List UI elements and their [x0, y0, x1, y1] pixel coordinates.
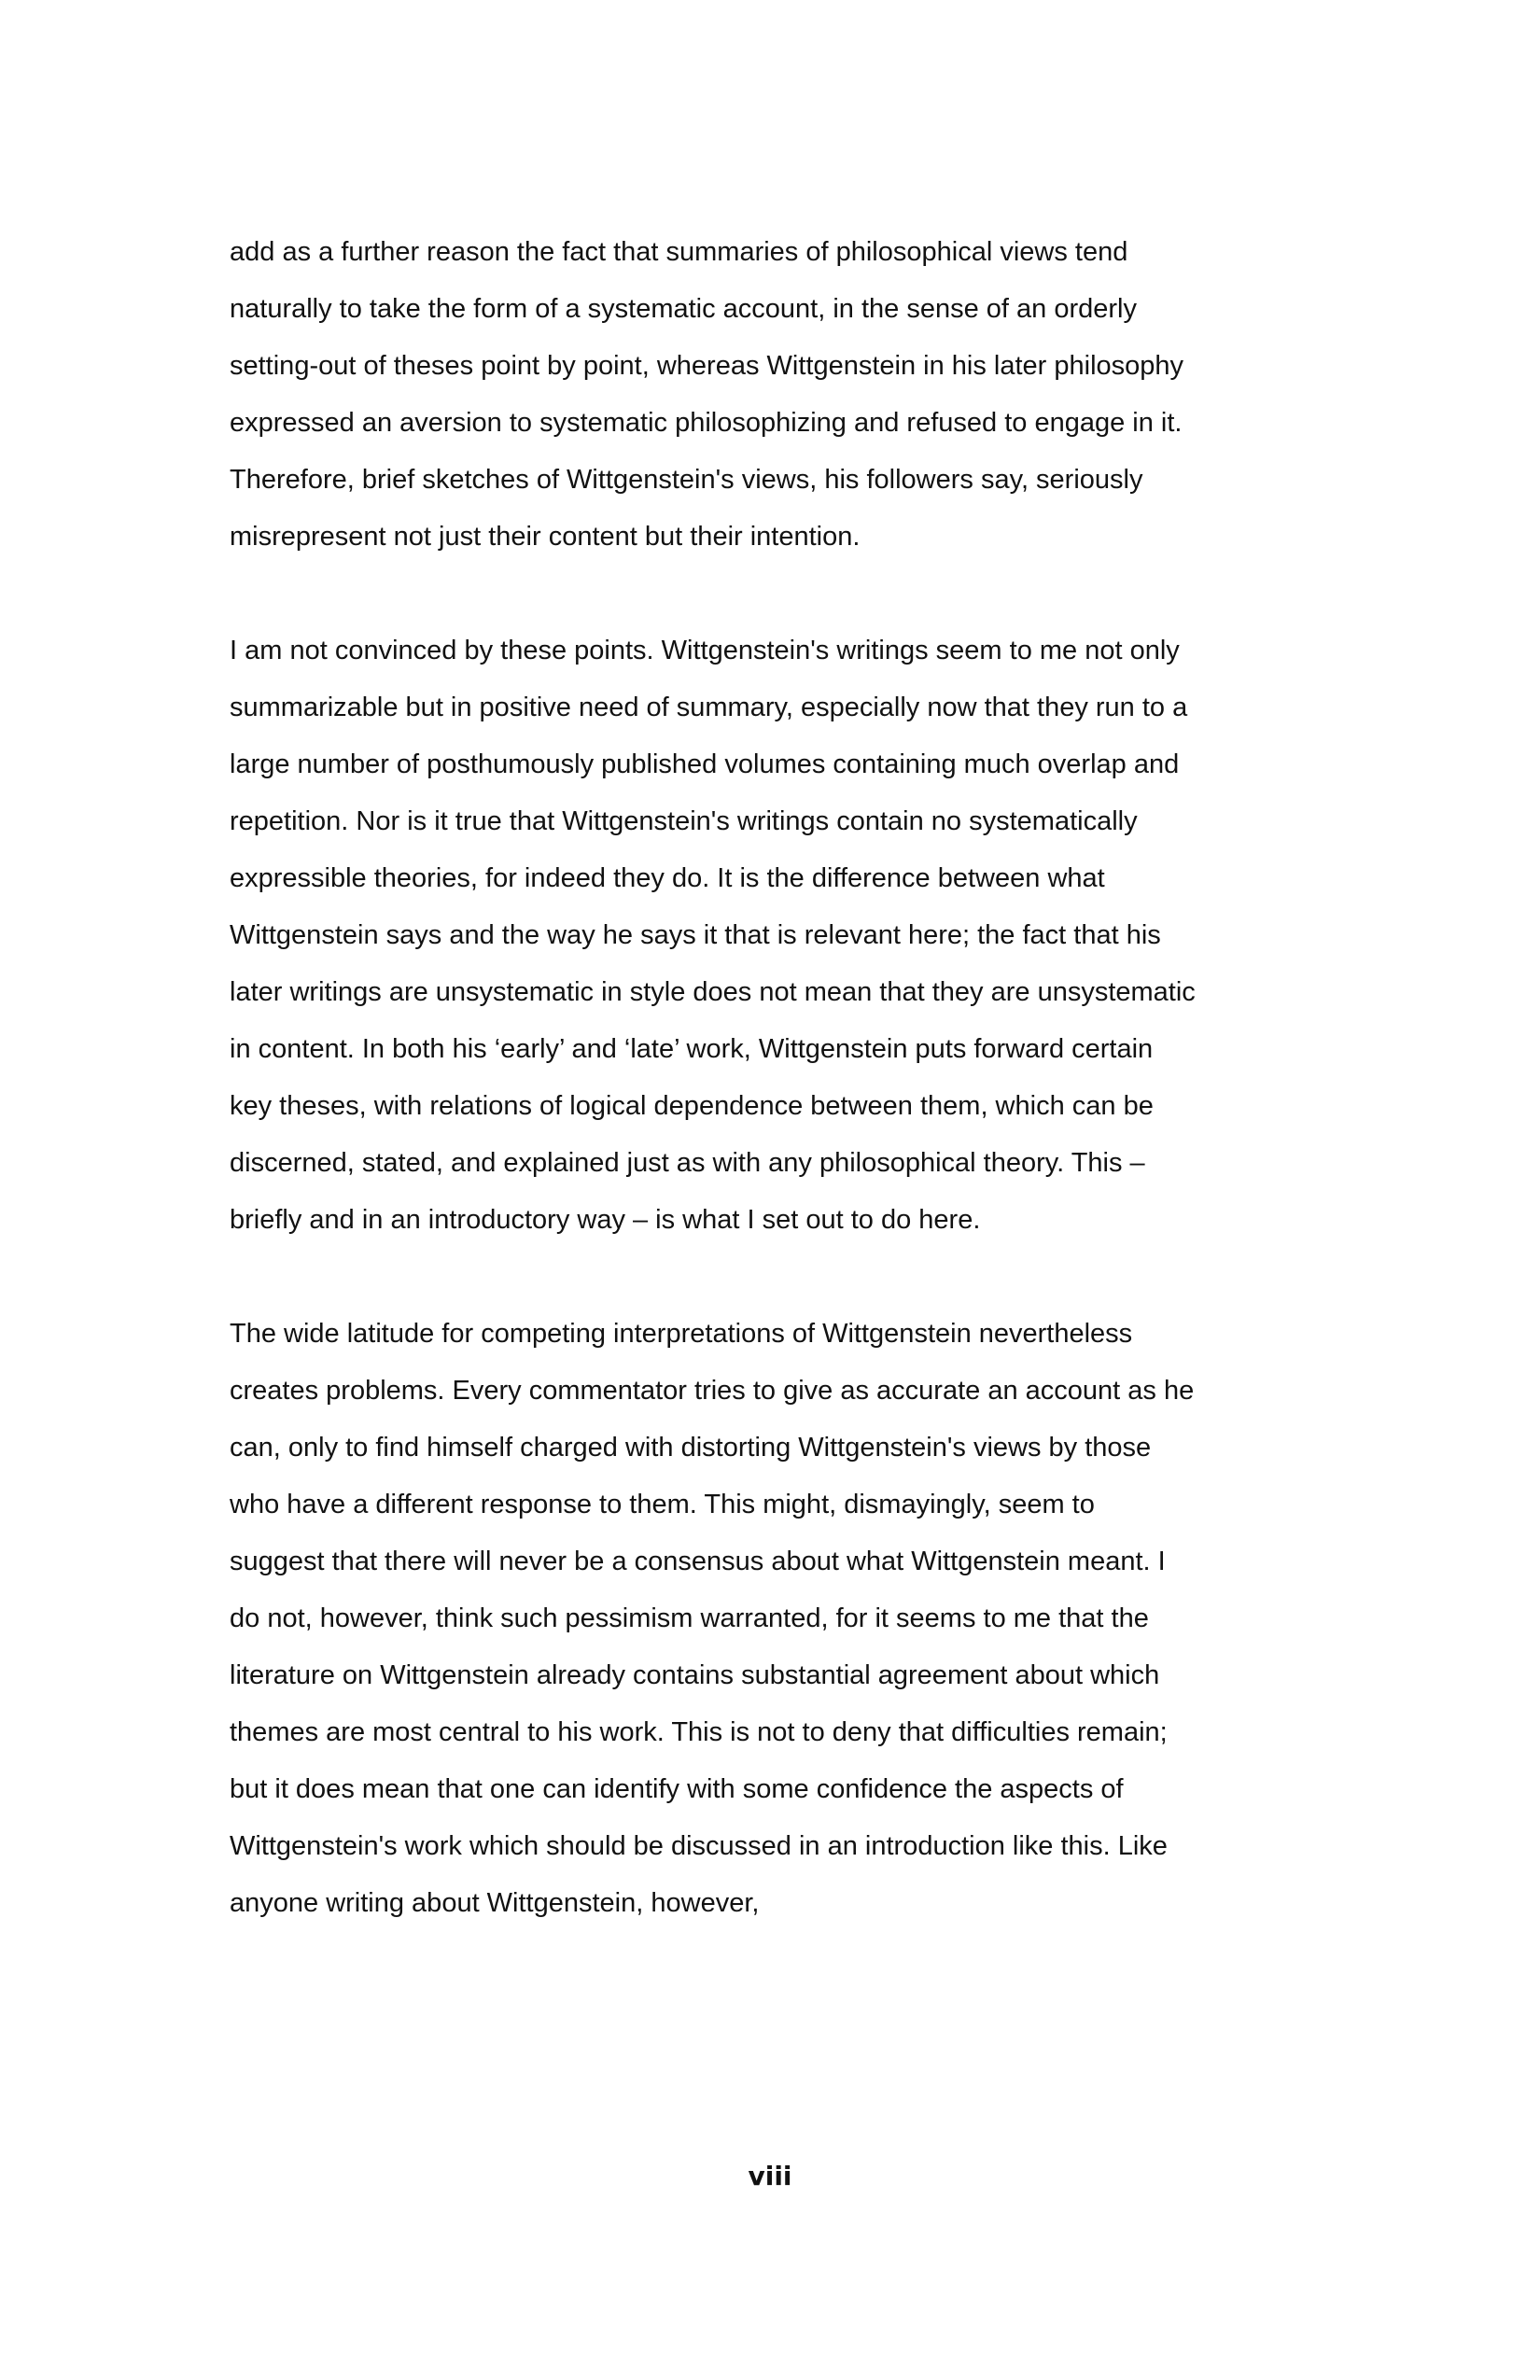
- paragraph-spacer: [230, 1249, 1322, 1306]
- text-line: naturally to take the form of a systematic account, in the sense of an orderly: [230, 294, 1137, 324]
- text-line: briefly and in an introductory way – is what I set out to do here.: [230, 1205, 981, 1235]
- text-line: summarizable but in positive need of summary, especially now that they run to a: [230, 693, 1188, 722]
- text-line: discerned, stated, and explained just as with any philosophical theory. This –: [230, 1148, 1145, 1178]
- text-line: large number of posthumously published volumes containing much overlap and: [230, 749, 1180, 779]
- page-number: viii: [748, 2161, 792, 2191]
- text-line: who have a different response to them. This might, dismayingly, seem to: [230, 1490, 1095, 1519]
- text-line: add as a further reason the fact that summaries of philosophical views tend: [230, 237, 1128, 267]
- text-line: can, only to find himself charged with distorting Wittgenstein's views by those: [230, 1433, 1152, 1463]
- paragraph-2: [230, 623, 1322, 1249]
- text-line: repetition. Nor is it true that Wittgenstein's writings contain no systematically: [230, 806, 1138, 836]
- text-line: do not, however, think such pessimism warranted, for it seems to me that the: [230, 1603, 1149, 1633]
- text-line: misrepresent not just their content but their intention.: [230, 522, 861, 552]
- text-line: setting-out of theses point by point, whereas Wittgenstein in his later philosophy: [230, 351, 1184, 381]
- text-line: themes are most central to his work. This is not to deny that difficulties remain;: [230, 1717, 1168, 1747]
- body-text: [230, 224, 1322, 1932]
- text-line: later writings are unsystematic in style does not mean that they are unsystematic: [230, 977, 1196, 1007]
- text-line: expressed an aversion to systematic philosophizing and refused to engage in it.: [230, 408, 1183, 438]
- text-line: Wittgenstein says and the way he says it that is relevant here; the fact that his: [230, 920, 1161, 950]
- text-line: in content. In both his ‘early’ and ‘late’ work, Wittgenstein puts forward certain: [230, 1034, 1154, 1064]
- paragraph-spacer: [230, 566, 1322, 623]
- text-line: but it does mean that one can identify with some confidence the aspects of: [230, 1774, 1124, 1804]
- paragraph-1: [230, 224, 1322, 566]
- text-line: literature on Wittgenstein already contains substantial agreement about which: [230, 1660, 1160, 1690]
- text-line: suggest that there will never be a consensus about what Wittgenstein meant. I: [230, 1547, 1166, 1576]
- text-line: expressible theories, for indeed they do. It is the difference between what: [230, 863, 1105, 893]
- text-line: Wittgenstein's work which should be discussed in an introduction like this. Like: [230, 1831, 1168, 1861]
- text-line: I am not convinced by these points. Wittgenstein's writings seem to me not only: [230, 636, 1180, 665]
- text-line: Therefore, brief sketches of Wittgenstein's views, his followers say, seriously: [230, 465, 1143, 495]
- text-line: anyone writing about Wittgenstein, however,: [230, 1888, 760, 1918]
- text-line: The wide latitude for competing interpretations of Wittgenstein nevertheless: [230, 1319, 1133, 1349]
- text-line: creates problems. Every commentator tries to give as accurate an account as he: [230, 1376, 1195, 1406]
- paragraph-3: [230, 1306, 1322, 1932]
- text-line: key theses, with relations of logical dependence between them, which can be: [230, 1091, 1154, 1121]
